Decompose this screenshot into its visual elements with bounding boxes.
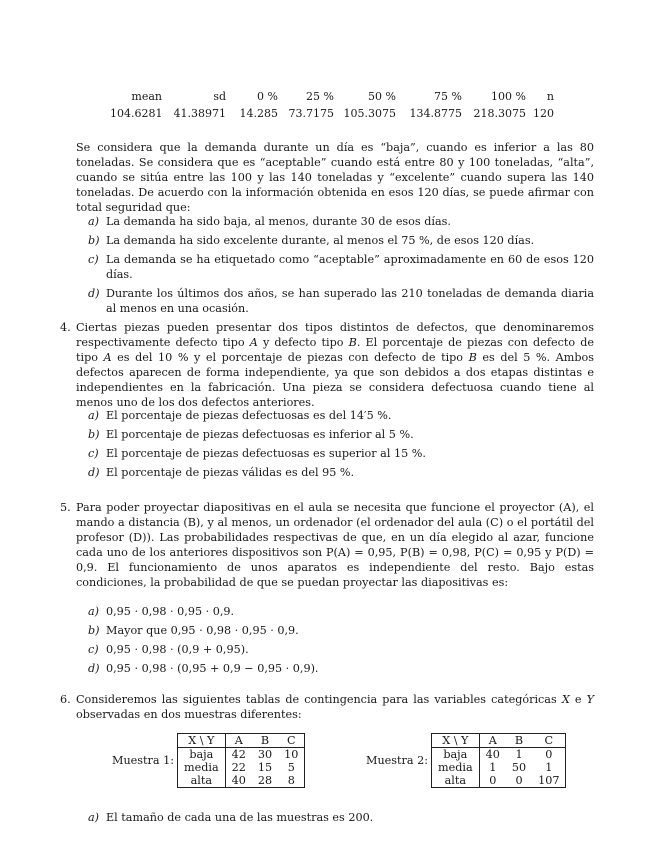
table-header-row <box>177 734 304 748</box>
option-text: Mayor que 0,95 · 0,98 · 0,95 · 0,9. <box>106 624 299 637</box>
stats-value: 104.6281 <box>110 107 163 120</box>
table-cell: 1 <box>545 761 553 774</box>
option-label: a) <box>88 409 100 422</box>
option-label: d) <box>88 287 100 300</box>
table-header: B <box>506 734 532 748</box>
table-cell: 50 <box>511 761 527 774</box>
stats-value: 134.8775 <box>409 107 462 120</box>
math-var: B <box>468 351 477 364</box>
q3-options <box>88 214 594 320</box>
table-cell: media <box>177 761 225 774</box>
contingency-table-1 <box>112 733 305 788</box>
math-var: A <box>249 336 258 349</box>
table-cell: 0 <box>545 748 553 761</box>
table-header: B <box>252 734 278 748</box>
stats-value: 120 <box>533 107 554 120</box>
text-run: es del 5 %. Ambos defectos aparecen de forma independiente, ya que son debidos a dos etapas distintas e independientes en la fabricación. Una pieza se considera defectuosa cuando tiene al menos uno de los dos defectos anteriores. <box>76 351 594 409</box>
table-cell: 0 <box>515 774 523 787</box>
question-4 <box>60 320 594 410</box>
option-text: El porcentaje de piezas válidas es del 95 %. <box>106 466 355 479</box>
text-run: Ciertas piezas pueden presentar dos tipos distintos de defectos, que denominaremos respectivamente defecto tipo <box>76 321 594 349</box>
question-text <box>76 320 594 410</box>
intro-paragraph: Se considera que la demanda durante un día es “baja”, cuando es inferior a las 80 toneladas. Se considera que es “aceptable” cuando está entre 80 y 100 toneladas, “alta”, cuando se sitúa entre las 100 y las 140 toneladas y “excelente” cuando supera las 140 toneladas. De acuerdo con la información obtenida en esos 120 días, se puede afirmar con total seguridad que: <box>76 141 594 214</box>
option-text: El porcentaje de piezas defectuosas es superior al 15 %. <box>106 447 426 460</box>
stats-value: 73.7175 <box>288 107 334 120</box>
table-header: X \ Y <box>431 734 479 748</box>
option-item[interactable] <box>88 214 594 229</box>
option-item[interactable] <box>88 661 594 676</box>
table-cell: baja <box>177 748 225 762</box>
option-item[interactable] <box>88 642 594 657</box>
option-item[interactable] <box>88 427 594 442</box>
table-header-row <box>431 734 566 748</box>
math-var: X <box>561 693 570 706</box>
question-6 <box>60 692 594 722</box>
text-run: es del 10 % y el porcentaje de piezas con defecto de tipo <box>111 351 469 364</box>
math-var: B <box>348 336 357 349</box>
option-item[interactable] <box>88 286 594 316</box>
stats-header: 50 % <box>368 90 396 103</box>
question-number: 4. <box>60 321 71 334</box>
contingency-table <box>431 733 567 788</box>
option-label: c) <box>88 643 99 656</box>
stats-header: 75 % <box>434 90 462 103</box>
table-row <box>431 761 566 774</box>
table-row <box>177 774 304 788</box>
option-item[interactable] <box>88 810 594 825</box>
option-text: 0,95 · 0,98 · (0,9 + 0,95). <box>106 643 249 656</box>
stats-header-row <box>110 90 570 103</box>
option-label: d) <box>88 466 100 479</box>
text-run: observadas en dos muestras diferentes: <box>76 708 302 721</box>
contingency-table <box>177 733 305 788</box>
table-cell: 22 <box>231 761 246 774</box>
option-text: El porcentaje de piezas defectuosas es inferior al 5 %. <box>106 428 414 441</box>
q4-options <box>88 408 594 484</box>
option-label: a) <box>88 605 100 618</box>
table-header: X \ Y <box>177 734 225 748</box>
q6-options <box>88 810 594 829</box>
option-label: b) <box>88 234 100 247</box>
stats-value: 14.285 <box>239 107 278 120</box>
option-item[interactable] <box>88 252 594 282</box>
option-label: c) <box>88 253 99 266</box>
option-item[interactable] <box>88 446 594 461</box>
table-cell: 40 <box>231 774 246 787</box>
table-cell: media <box>431 761 479 774</box>
option-label: b) <box>88 624 100 637</box>
option-label: a) <box>88 215 100 228</box>
table-row <box>177 748 304 762</box>
question-text <box>76 692 594 722</box>
stats-header: 25 % <box>306 90 334 103</box>
question-number: 6. <box>60 693 71 706</box>
table-cell: 15 <box>257 761 273 774</box>
stats-table <box>110 90 570 120</box>
option-item[interactable] <box>88 233 594 248</box>
question-5 <box>60 500 594 590</box>
text-run: Consideremos las siguientes tablas de contingencia para las variables categóricas <box>76 693 562 706</box>
option-label: c) <box>88 447 99 460</box>
option-text: 0,95 · 0,98 · 0,95 · 0,9. <box>106 605 235 618</box>
text-run: . El porcentaje de piezas con defecto de tipo <box>76 336 594 364</box>
option-text: El tamaño de cada una de las muestras es 200. <box>106 811 374 824</box>
table-label: Muestra 2: <box>366 754 428 767</box>
text-run: y defecto tipo <box>257 336 349 349</box>
table-row <box>431 774 566 788</box>
option-item[interactable] <box>88 623 594 638</box>
text-run: e <box>569 693 587 706</box>
table-row <box>431 748 566 762</box>
table-header: C <box>532 734 566 748</box>
table-cell: alta <box>177 774 225 788</box>
option-item[interactable] <box>88 408 594 423</box>
table-cell: 10 <box>284 748 299 761</box>
stats-header: 100 % <box>491 90 526 103</box>
table-cell: 42 <box>231 748 246 761</box>
contingency-table-2 <box>366 733 566 788</box>
option-text: El porcentaje de piezas defectuosas es del 14′5 %. <box>106 409 392 422</box>
table-cell: 30 <box>257 748 273 761</box>
table-cell: alta <box>431 774 479 788</box>
table-cell: 40 <box>485 748 500 761</box>
math-var: A <box>103 351 112 364</box>
option-text: La demanda ha sido excelente durante, al menos el 75 %, de esos 120 días. <box>106 234 535 247</box>
table-cell: 1 <box>515 748 523 761</box>
table-header: A <box>479 734 506 748</box>
table-cell: 1 <box>489 761 497 774</box>
option-item[interactable] <box>88 465 594 480</box>
math-var: Y <box>586 693 595 706</box>
stats-value: 41.38971 <box>173 107 226 120</box>
stats-header: sd <box>213 90 226 103</box>
option-text: 0,95 · 0,98 · (0,95 + 0,9 − 0,95 · 0,9). <box>106 662 319 675</box>
table-header: A <box>225 734 252 748</box>
option-label: b) <box>88 428 100 441</box>
stats-value: 105.3075 <box>343 107 396 120</box>
table-cell: 28 <box>257 774 273 787</box>
table-row <box>177 761 304 774</box>
table-label: Muestra 1: <box>112 754 174 767</box>
option-text: La demanda ha sido baja, al menos, durante 30 de esos días. <box>106 215 451 228</box>
q5-options <box>88 604 594 680</box>
question-number: 5. <box>60 501 71 514</box>
stats-header: 0 % <box>257 90 278 103</box>
stats-value: 218.3075 <box>473 107 526 120</box>
question-text: Para poder proyectar diapositivas en el aula se necesita que funcione el proyector (A), el mando a distancia (B), y al menos, un ordenador (el ordenador del aula (C) o el portátil del profesor (D)). Las probabilidades respectivas de que, en un día elegido al azar, funcione cada uno de los anteriores dispositivos son P(A) = 0,95, P(B) = 0,98, P(C) = 0,95 y P(D) = 0,9. El funcionamiento de unos aparatos es independiente del resto. Bajo estas condiciones, la probabilidad de que se puedan proyectar las diapositivas es: <box>76 501 594 589</box>
table-header: C <box>278 734 305 748</box>
stats-value-row <box>110 107 570 120</box>
table-cell: 107 <box>538 774 560 787</box>
stats-header: mean <box>131 90 162 103</box>
option-label: d) <box>88 662 100 675</box>
stats-header: n <box>546 90 554 103</box>
option-text: Durante los últimos dos años, se han superado las 210 toneladas de demanda diaria al menos en una ocasión. <box>106 287 594 315</box>
table-cell: baja <box>431 748 479 762</box>
table-cell: 8 <box>287 774 295 787</box>
option-item[interactable] <box>88 604 594 619</box>
option-text: La demanda se ha etiquetado como “aceptable” aproximadamente en 60 de esos 120 días. <box>106 253 594 281</box>
table-cell: 0 <box>489 774 497 787</box>
table-cell: 5 <box>287 761 295 774</box>
option-label: a) <box>88 811 100 824</box>
